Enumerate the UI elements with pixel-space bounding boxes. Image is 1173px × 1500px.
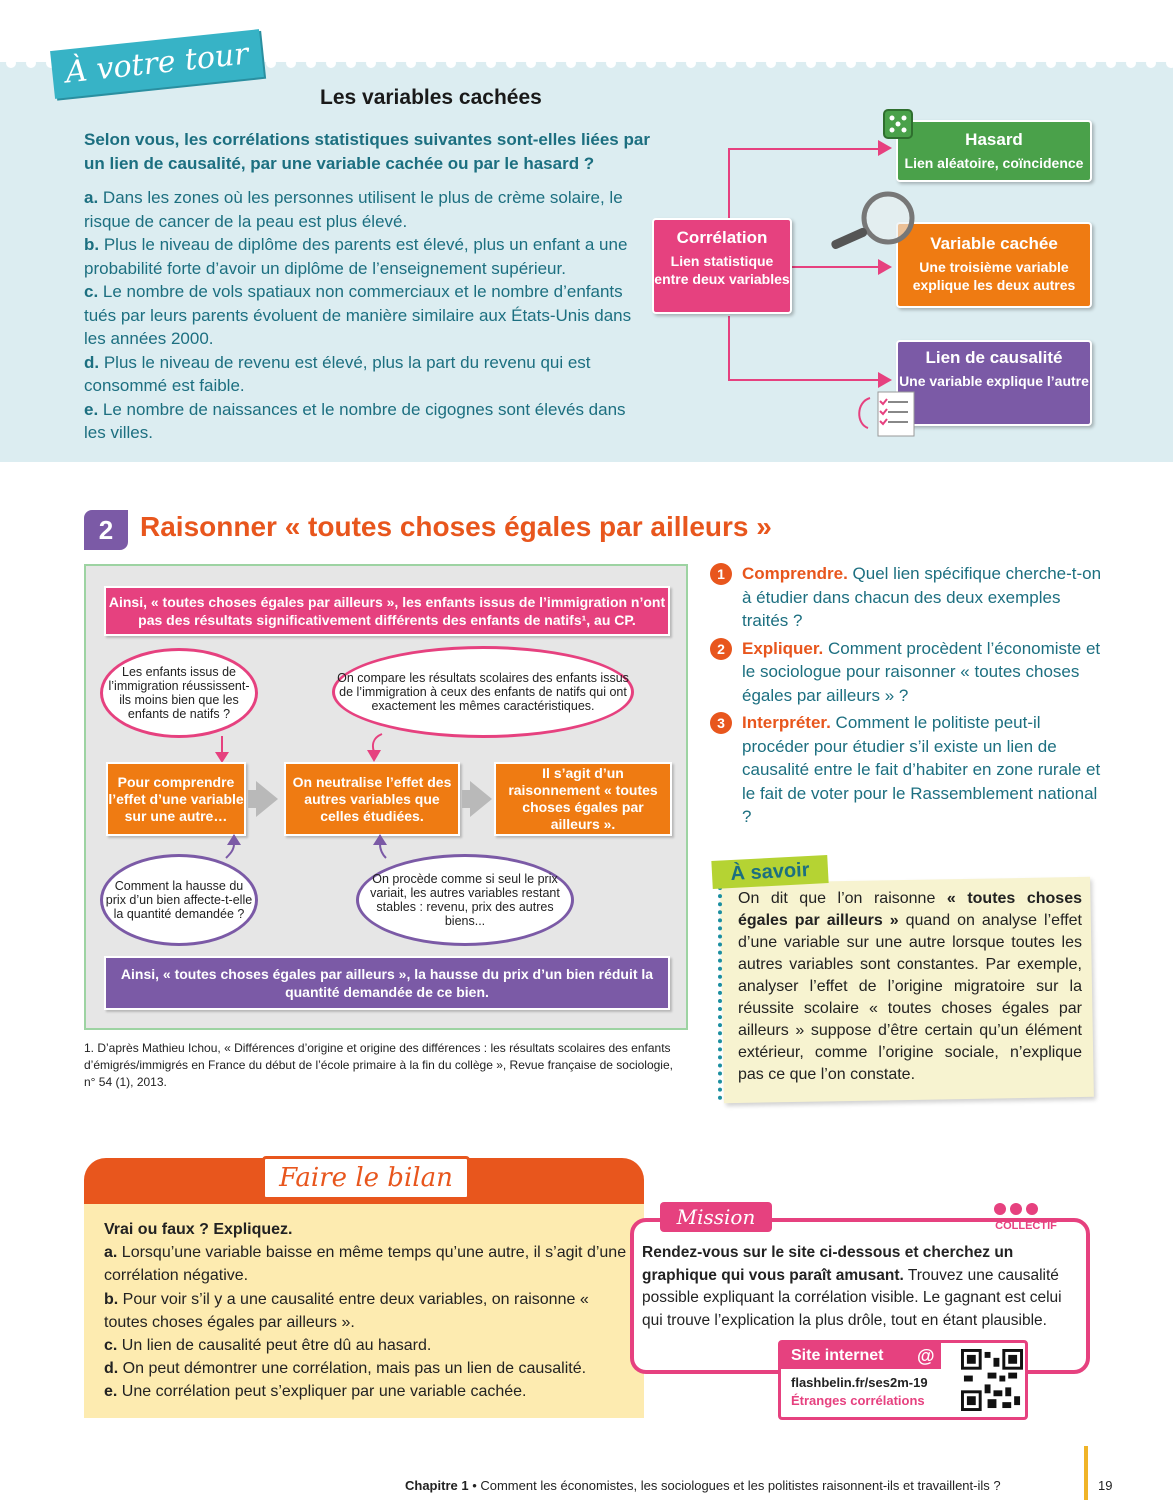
grey-arrow xyxy=(256,781,278,817)
list-item: a. Dans les zones où les personnes utilisent le plus de crème solaire, le risque de cancer de la peau est plus élevé. xyxy=(84,188,623,231)
step-box: Pour comprendre l’effet d’une variable sur une autre… xyxy=(106,762,246,836)
step-box: Il s’agit d’un raisonnement « toutes choses égales par ailleurs ». xyxy=(494,762,672,836)
method-ellipse: On procède comme si seul le prix variait, les autres variables restant stables : revenu, prix des autres biens... xyxy=(356,854,574,946)
dotted-edge-hole xyxy=(1126,58,1136,68)
arrow-up-icon xyxy=(224,834,244,860)
variable-cachee-box: Variable cachée Une troisième variable explique les deux autres xyxy=(896,222,1092,308)
banner-bottom: Ainsi, « toutes choses égales par ailleurs », la hausse du prix d’un bien réduit la quantité demandée de ce bien. xyxy=(104,956,670,1010)
dotted-edge-hole xyxy=(846,58,856,68)
dotted-edge-hole xyxy=(886,58,896,68)
question-number: 1 xyxy=(710,563,732,585)
dotted-edge-hole xyxy=(1006,58,1016,68)
question-item: 3 Interpréter. Comment le politiste peut-il procéder pour étudier s’il existe un lien de causalité entre le fait d’habiter en zone rurale et le fait de voter pour le Rassemblement national ? xyxy=(708,711,1108,829)
list-item: d. Plus le niveau de revenu est élevé, plus la part du revenu qui est consommé est faible. xyxy=(84,352,591,395)
list-item: c. Un lien de causalité peut être dû au hasard. xyxy=(104,1337,432,1355)
site-url[interactable]: flashbelin.fr/ses2m-19 xyxy=(791,1375,928,1390)
hasard-box: Hasard Lien aléatoire, coïncidence xyxy=(896,120,1092,182)
dotted-edge-hole xyxy=(446,58,456,68)
site-internet-box[interactable] xyxy=(778,1340,1028,1420)
dotted-edge-hole xyxy=(946,58,956,68)
arrow-right-icon xyxy=(878,140,892,156)
dotted-edge-hole xyxy=(346,58,356,68)
page-footer: Chapitre 1 • Comment les économistes, les sociologues et les politistes raisonnent-ils et travaillent-ils ? xyxy=(405,1478,1001,1493)
grey-arrow xyxy=(470,781,492,817)
bilan-text xyxy=(104,1218,634,1404)
dotted-edge-hole xyxy=(606,58,616,68)
page-number: 19 xyxy=(1098,1478,1113,1493)
a-savoir-text: On dit que l’on raisonne « toutes choses égales par ailleurs » quand on analyse l’effet d’une variable sur une autre lorsque toutes les autres variables sont constantes. Par exemple, analyser l’effet de l’origine migratoire sur la réussite scolaire « toutes choses égales par ailleurs » suppose d’être certain qu’un élément extérieur, comme l’origine sociale, n’explique pas ce que l’on constate. xyxy=(738,890,1082,1083)
connector-line xyxy=(728,379,888,381)
dotted-edge-hole xyxy=(646,58,656,68)
dotted-edge-hole xyxy=(806,58,816,68)
top-items-list xyxy=(84,186,644,445)
arrow-right-icon xyxy=(878,372,892,388)
dotted-edge-hole xyxy=(626,58,636,68)
dotted-edge-hole xyxy=(386,58,396,68)
arrow-down-icon xyxy=(212,736,232,764)
dotted-edge-hole xyxy=(526,58,536,68)
dotted-edge-hole xyxy=(6,58,16,68)
site-subtitle: Étranges corrélations xyxy=(791,1393,925,1408)
dotted-edge-hole xyxy=(506,58,516,68)
question-item: 2 Expliquer. Comment procèdent l’économiste et le sociologue pour raisonner « toutes choses égales par ailleurs » ? xyxy=(708,637,1108,708)
dotted-edge-hole xyxy=(1046,58,1056,68)
arrow-right-icon xyxy=(878,259,892,275)
question-ellipse: Comment la hausse du prix d’un bien affecte-t-elle la quantité demandée ? xyxy=(100,854,258,946)
dotted-edge-hole xyxy=(686,58,696,68)
top-question: Selon vous, les corrélations statistiques suivantes sont-elles liées par un lien de causalité, par une variable cachée ou par le hasard ? xyxy=(84,130,650,173)
dotted-edge-hole xyxy=(286,58,296,68)
qr-code-icon[interactable] xyxy=(961,1349,1023,1411)
connector-line xyxy=(792,266,888,268)
top-title: Les variables cachées xyxy=(320,86,542,109)
dotted-edge-hole xyxy=(746,58,756,68)
dotted-edge-hole xyxy=(766,58,776,68)
connector-line xyxy=(728,148,730,220)
mission-text: Rendez-vous sur le site ci-dessous et cherchez un graphique qui vous paraît amusant. Trouvez une causalité possible expliquant la corrélation visible. Le gagnant est celui qui trouve l’explication la plus drôle, tout en étant plausible. xyxy=(642,1244,1062,1329)
dotted-edge-hole xyxy=(666,58,676,68)
list-item: a. Lorsqu’une variable baisse en même temps qu’une autre, il s’agit d’une corrélation négative. xyxy=(104,1244,627,1285)
dotted-edge-hole xyxy=(906,58,916,68)
dotted-edge-hole xyxy=(486,58,496,68)
dotted-edge-hole xyxy=(326,58,336,68)
correlation-box: Corrélation Lien statistique entre deux variables xyxy=(652,218,792,314)
question-number: 3 xyxy=(710,712,732,734)
a-savoir-tag: À savoir xyxy=(711,855,828,889)
section-number: 2 xyxy=(84,510,128,550)
site-label: Site internet xyxy=(781,1343,941,1369)
list-item: b. Pour voir s’il y a une causalité entre deux variables, on raisonne « toutes choses égales par ailleurs ». xyxy=(104,1290,589,1331)
question-number: 2 xyxy=(710,638,732,660)
question-ellipse: Les enfants issus de l’immigration réussissent-ils moins bien que les enfants de natifs ? xyxy=(100,648,258,738)
list-item: e. Le nombre de naissances et le nombre de cigognes sont élevés dans les villes. xyxy=(84,399,626,442)
footnote: 1. D’après Mathieu Ichou, « Différences d’origine et origine des différences : les résultats scolaires des enfants d’émigrés/immigrés en France du début de l’école primaire à la fin du collège », Revue française de sociologie, n° 54 (1), 2013. xyxy=(84,1041,673,1089)
dotted-edge-hole xyxy=(1066,58,1076,68)
questions-list xyxy=(708,562,1108,833)
dotted-edge-hole xyxy=(406,58,416,68)
dotted-edge-hole xyxy=(1086,58,1096,68)
dotted-edge-hole xyxy=(926,58,936,68)
dotted-edge-hole xyxy=(986,58,996,68)
dotted-edge-hole xyxy=(1026,58,1036,68)
arrow-curved-icon xyxy=(362,732,386,764)
dotted-edge-hole xyxy=(1166,58,1173,68)
list-item: e. Une corrélation peut s’expliquer par une variable cachée. xyxy=(104,1383,527,1401)
reasoning-diagram xyxy=(84,564,688,1030)
lien-causalite-box: Lien de causalité Une variable explique l’autre xyxy=(896,340,1092,426)
checklist-icon xyxy=(852,390,918,440)
dotted-edge-hole xyxy=(566,58,576,68)
dotted-edge-hole xyxy=(466,58,476,68)
dotted-edge-hole xyxy=(1106,58,1116,68)
dotted-edge-hole xyxy=(366,58,376,68)
dotted-edge-hole xyxy=(966,58,976,68)
dotted-edge-hole xyxy=(586,58,596,68)
collectif-label: COLLECTIF xyxy=(995,1220,1057,1232)
dotted-edge-hole xyxy=(306,58,316,68)
dotted-edge-hole xyxy=(726,58,736,68)
method-ellipse: On compare les résultats scolaires des enfants issus de l’immigration à ceux des enfants de natifs qui ont exactement les mêmes caractéristiques. xyxy=(332,646,634,738)
a-votre-tour-tag: À votre tour xyxy=(50,29,264,99)
connector-line xyxy=(728,148,888,150)
bilan-tag: Faire le bilan xyxy=(262,1156,470,1200)
dotted-border xyxy=(718,878,722,1100)
mission-tag: Mission xyxy=(660,1202,772,1232)
footer-divider xyxy=(1084,1446,1088,1500)
dotted-edge-hole xyxy=(426,58,436,68)
dotted-edge-hole xyxy=(546,58,556,68)
dotted-edge-hole xyxy=(266,58,276,68)
list-item: c. Le nombre de vols spatiaux non commerciaux et le nombre d’enfants tués par leurs parents évoluent de manière similaire aux États-Unis dans les années 2000. xyxy=(84,282,632,348)
list-item: d. On peut démontrer une corrélation, mais pas un lien de causalité. xyxy=(104,1360,587,1378)
dotted-edge-hole xyxy=(866,58,876,68)
at-icon: @ xyxy=(917,1346,935,1366)
list-item: b. Plus le niveau de diplôme des parents est élevé, plus un enfant a une probabilité forte d’avoir un diplôme de l’enseignement supérieur. xyxy=(84,235,628,278)
bilan-intro: Vrai ou faux ? Expliquez. xyxy=(104,1221,293,1238)
magnifier-icon xyxy=(826,188,916,254)
dice-icon xyxy=(882,106,916,140)
dotted-edge-hole xyxy=(26,58,36,68)
dotted-edge-hole xyxy=(1146,58,1156,68)
banner-top: Ainsi, « toutes choses égales par ailleurs », les enfants issus de l’immigration n’ont pas des résultats significativement différents des enfants de natifs¹, au CP. xyxy=(104,586,670,636)
question-item: 1 Comprendre. Quel lien spécifique cherche-t-on à étudier dans chacun des deux exemples traités ? xyxy=(708,562,1108,633)
connector-line xyxy=(728,316,730,380)
arrow-up-icon xyxy=(370,834,390,860)
dotted-edge-hole xyxy=(706,58,716,68)
section-title: Raisonner « toutes choses égales par ailleurs » xyxy=(140,511,772,542)
dotted-edge-hole xyxy=(786,58,796,68)
dotted-edge-hole xyxy=(826,58,836,68)
people-icon xyxy=(994,1202,1058,1220)
step-box: On neutralise l’effet des autres variables que celles étudiées. xyxy=(284,762,460,836)
